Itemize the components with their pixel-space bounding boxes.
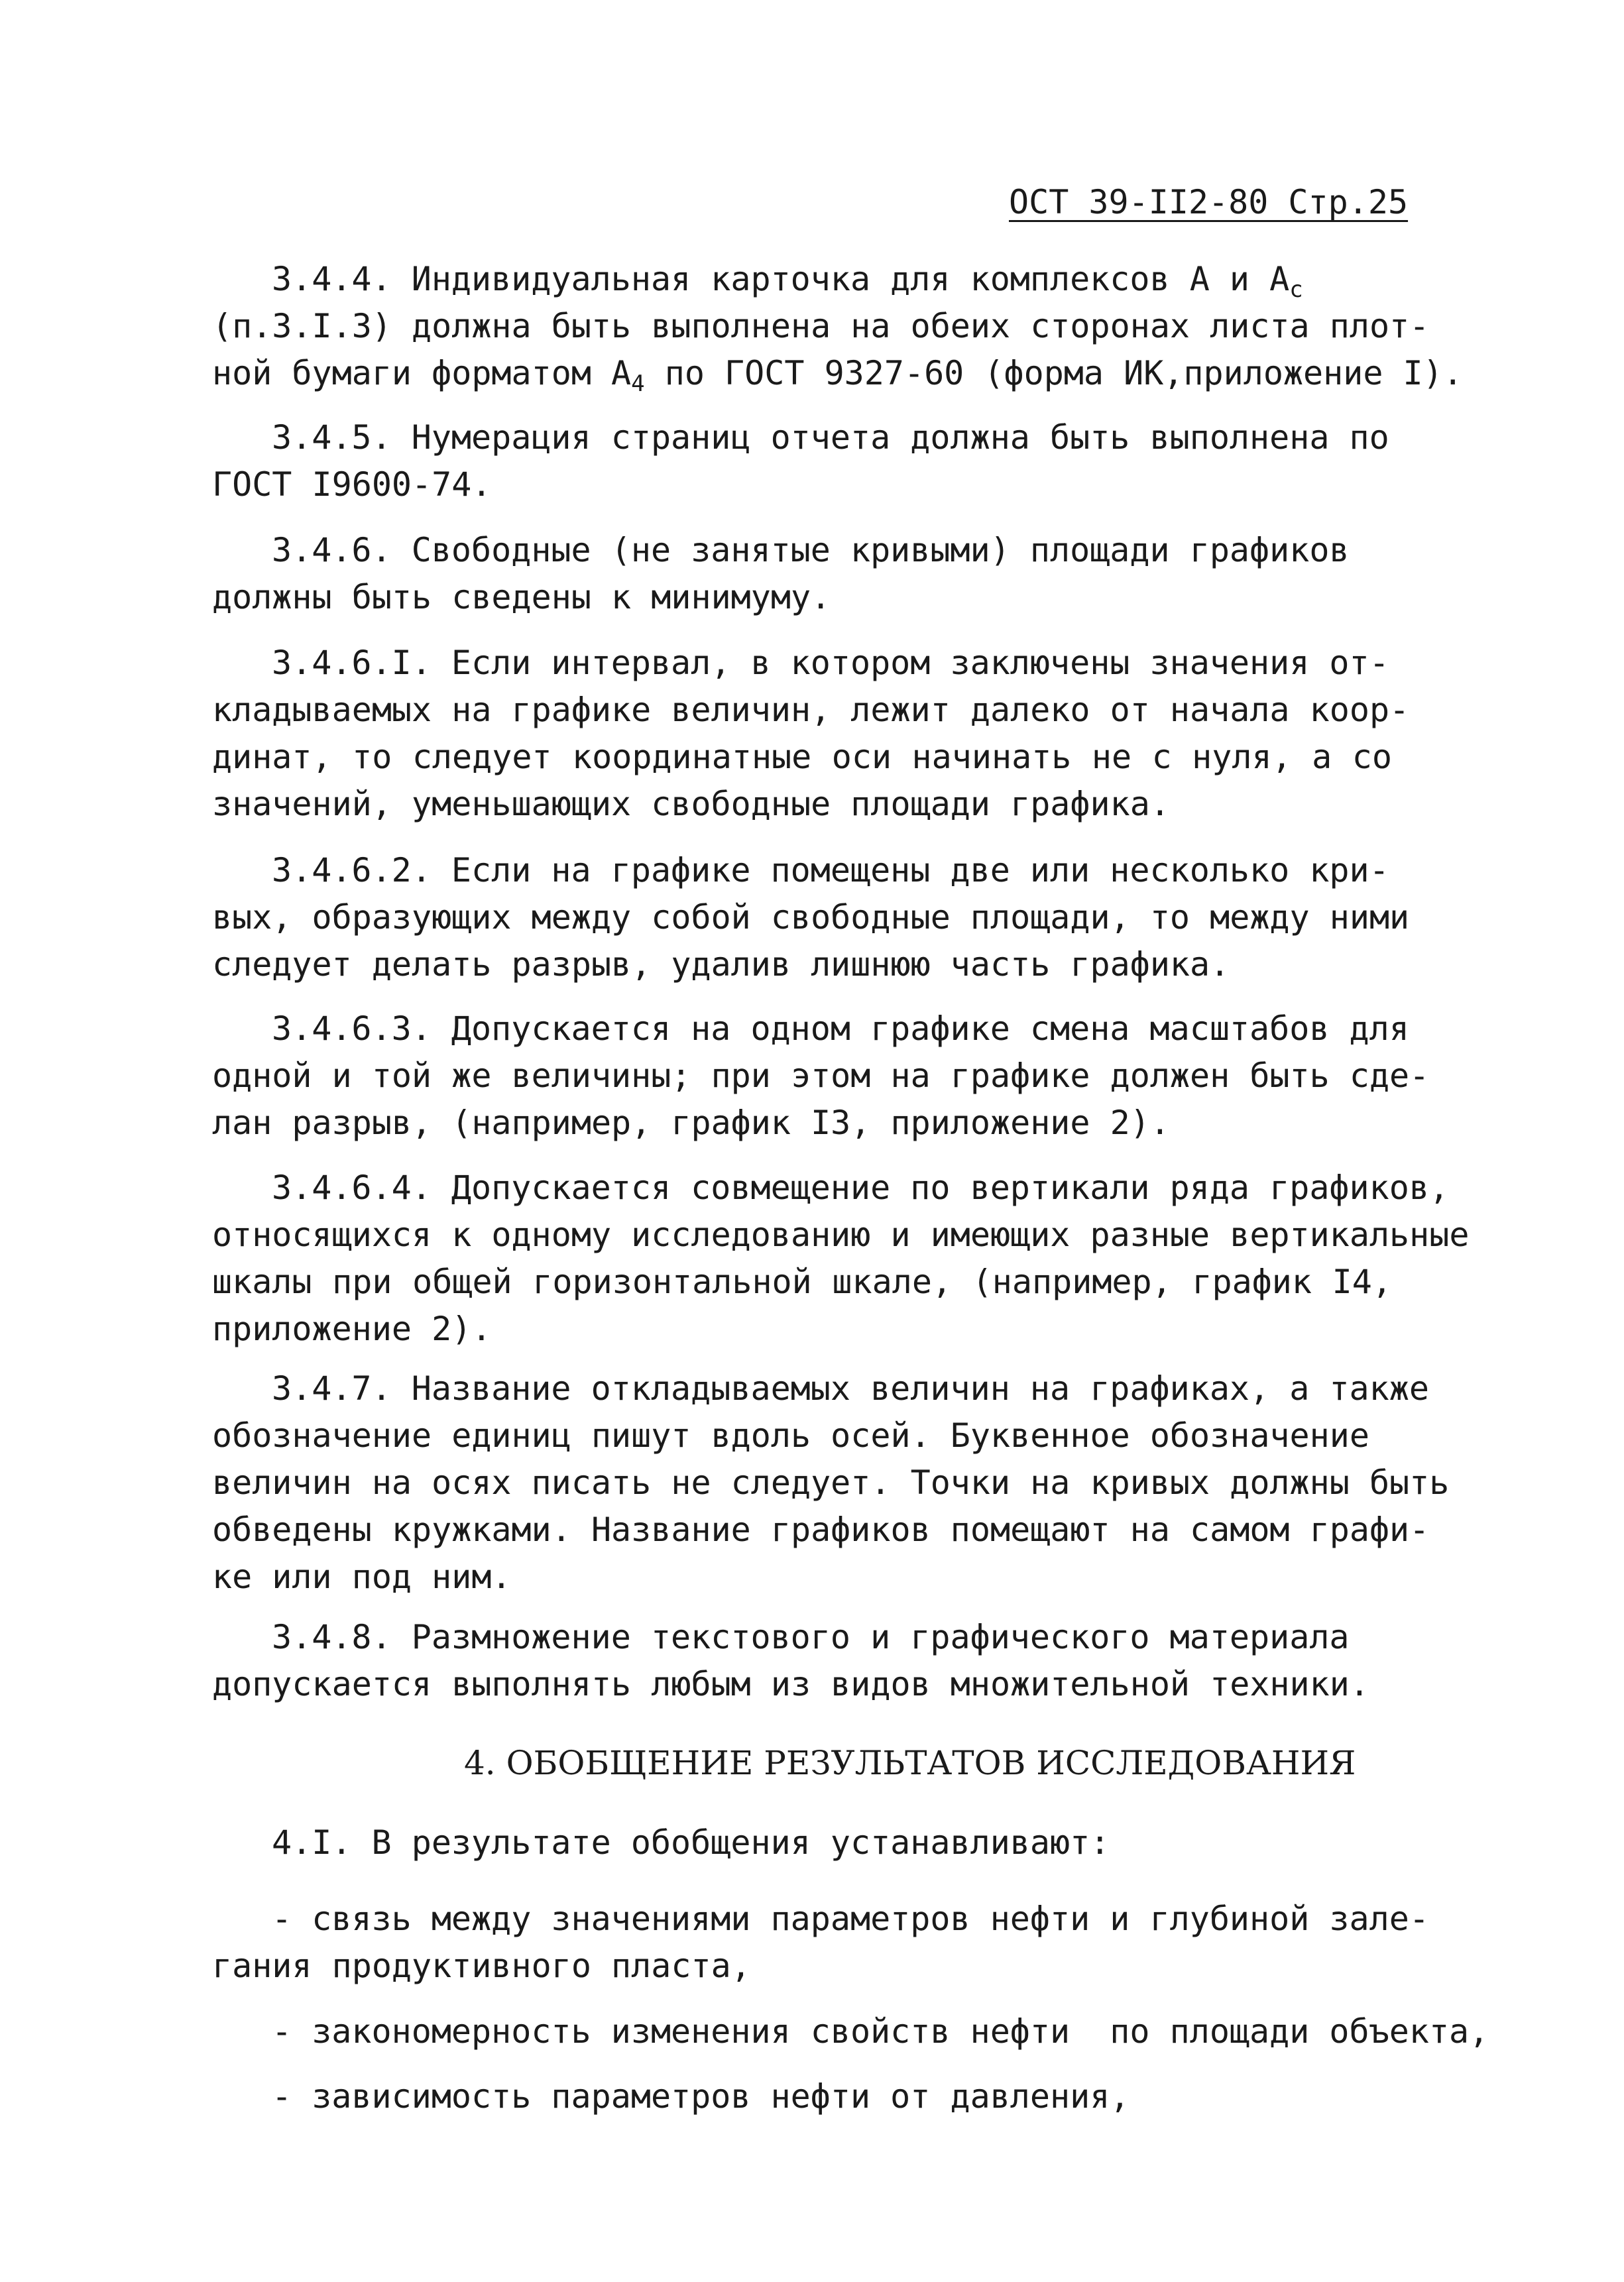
paragraph-3-4-6-4-line-3: шкалы при общей горизонтальной шкале, (например, график I4,: [212, 1263, 1392, 1301]
paragraph-3-4-6-1-line-1: 3.4.6.I. Если интервал, в котором заключены значения от-: [272, 644, 1389, 682]
paragraph-3-4-4-line-2: (п.3.I.3) должна быть выполнена на обеих сторонах листа плот-: [212, 307, 1430, 345]
bullet-1-line-1: - связь между значениями параметров нефти и глубиной зале-: [272, 1900, 1429, 1938]
bullet-3: - зависимость параметров нефти от давления,: [272, 2077, 1130, 2116]
paragraph-3-4-5-line-1: 3.4.5. Нумерация страниц отчета должна быть выполнена по: [272, 418, 1389, 457]
paragraph-3-4-8-line-1: 3.4.8. Размножение текстового и графического материала: [272, 1618, 1350, 1656]
paragraph-4-1-line-1: 4.I. В результате обобщения устанавливают:: [272, 1823, 1110, 1862]
paragraph-3-4-7-line-1: 3.4.7. Название откладываемых величин на графиках, а также: [272, 1369, 1429, 1408]
paragraph-3-4-6-4-line-4: приложение 2).: [212, 1310, 492, 1348]
paragraph-3-4-4-line-1: 3.4.4. Индивидуальная карточка для комплексов A и $A_c$: [272, 260, 1303, 303]
paragraph-3-4-6-line-2: должны быть сведены к минимуму.: [212, 578, 831, 616]
paragraph-3-4-6-1-line-3: динат, то следует координатные оси начинать не с нуля, а со: [212, 738, 1392, 776]
paragraph-3-4-6-3-line-3: лан разрыв, (например, график I3, приложение 2).: [212, 1104, 1170, 1142]
paragraph-3-4-6-line-1: 3.4.6. Свободные (не занятые кривыми) площади графиков: [272, 531, 1350, 569]
paragraph-3-4-6-2-line-1: 3.4.6.2. Если на графике помещены две или несколько кри-: [272, 851, 1389, 889]
paragraph-3-4-6-1-line-2: кладываемых на графике величин, лежит далеко от начала коор-: [212, 691, 1410, 729]
paragraph-3-4-6-2-line-3: следует делать разрыв, удалив лишнюю часть графика.: [212, 945, 1230, 984]
paragraph-3-4-6-1-line-4: значений, уменьшающих свободные площади графика.: [212, 785, 1170, 823]
section-heading: 4. ОБОБЩЕНИЕ РЕЗУЛЬТАТОВ ИССЛЕДОВАНИЯ: [464, 1744, 1356, 1782]
paragraph-3-4-7-line-5: ке или под ним.: [212, 1558, 512, 1596]
paragraph-3-4-6-4-line-2: относящихся к одному исследованию и имеющих разные вертикальные: [212, 1216, 1470, 1254]
paragraph-3-4-7-line-2: обозначение единиц пишут вдоль осей. Буквенное обозначение: [212, 1416, 1369, 1455]
paragraph-3-4-7-line-3: величин на осях писать не следует. Точки на кривых должны быть: [212, 1463, 1450, 1502]
paragraph-3-4-7-line-4: обведены кружками. Название графиков помещают на самом графи-: [212, 1511, 1430, 1549]
paragraph-3-4-6-3-line-2: одной и той же величины; при этом на графике должен быть сде-: [212, 1056, 1430, 1095]
paragraph-3-4-8-line-2: допускается выполнять любым из видов множительной техники.: [212, 1665, 1369, 1703]
bullet-1-line-2: гания продуктивного пласта,: [212, 1947, 751, 1985]
bullet-2: - закономерность изменения свойств нефти по площади объекта,: [272, 2012, 1489, 2051]
paragraph-3-4-6-2-line-2: вых, образующих между собой свободные площади, то между ними: [212, 898, 1410, 937]
paragraph-3-4-6-3-line-1: 3.4.6.3. Допускается на одном графике смена масштабов для: [272, 1009, 1409, 1048]
paragraph-3-4-6-4-line-1: 3.4.6.4. Допускается совмещение по вертикали ряда графиков,: [272, 1169, 1450, 1207]
paragraph-3-4-5-line-2: ГОСТ I9600-74.: [212, 465, 492, 504]
page-header: ОСТ 39-II2-80 Стр.25: [1009, 183, 1409, 221]
paragraph-3-4-4-line-3: ной бумаги форматом $A_4$ по ГОСТ 9327-60 (форма ИК,приложение I).: [212, 354, 1463, 397]
